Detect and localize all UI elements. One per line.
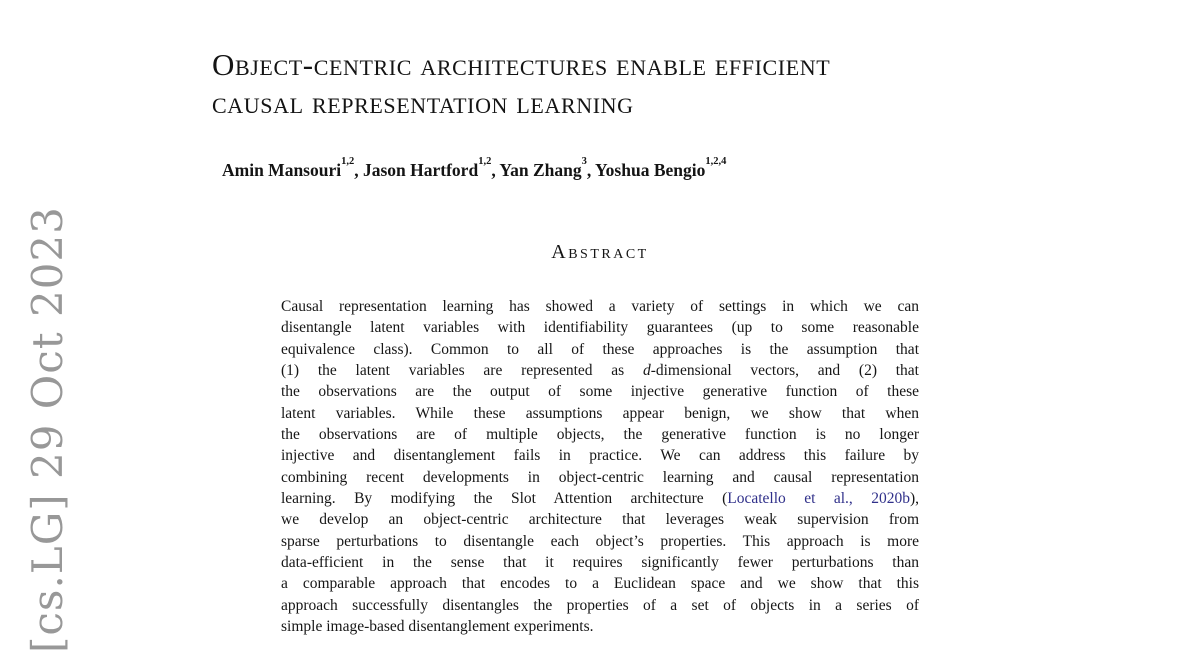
author-name: Yoshua Bengio [594, 160, 706, 180]
abstract-line: injective and disentanglement fails in practice. We can address this failure by [281, 447, 919, 465]
abstract-line: we develop an object-centric architecture that leverages weak supervision from [281, 511, 919, 529]
abstract-body [281, 296, 919, 637]
author-separator: , [354, 160, 359, 180]
abstract-line: the observations are the output of some injective generative function of these [281, 383, 919, 401]
abstract-line: combining recent developments in object-centric learning and causal representation [281, 468, 919, 486]
abstract-line: latent variables. While these assumptions appear benign, we show that when [281, 404, 919, 422]
author-affiliation-marks: 1,2,4 [705, 156, 727, 168]
author-affiliation-marks: 3 [581, 156, 587, 168]
paper-title [212, 46, 830, 122]
abstract-line: equivalence class). Common to all of these approaches is the assumption that [281, 340, 919, 358]
author-separator: , [491, 160, 496, 180]
abstract-line: Causal representation learning has showed a variety of settings in which we can [281, 298, 919, 315]
author-separator: , [586, 160, 592, 180]
abstract-line [281, 488, 919, 509]
paper-title-line-1: Object-centric architectures enable efficient [212, 47, 831, 82]
abstract-line: a comparable approach that encodes to a Euclidean space and we show that this [281, 575, 919, 593]
abstract-line: approach successfully disentangles the properties of a set of objects in a series of [281, 596, 919, 614]
author-affiliation-marks: 1,2 [341, 156, 355, 168]
abstract-line-segment: learning. By modifying the Slot Attention architecture ( [281, 489, 728, 507]
abstract-line: simple image-based disentanglement experiments. [281, 617, 594, 635]
authors-line [222, 156, 727, 181]
abstract-line: disentangle latent variables with identifiability guarantees (up to some reasonable [281, 319, 919, 337]
math-variable-d: d [642, 361, 651, 379]
arxiv-stamp: [cs.LG] 29 Oct 2023 [23, 206, 72, 653]
author-affiliation-marks: 1,2 [478, 156, 492, 168]
abstract-line: the observations are of multiple objects, the generative function is no longer [281, 425, 919, 443]
abstract-line-segment: (1) the latent variables are represented as [281, 361, 643, 379]
abstract-line: sparse perturbations to disentangle each object’s properties. This approach is more [281, 532, 919, 550]
abstract-line-segment: -dimensional vectors, and (2) that [650, 361, 919, 379]
abstract-heading: Abstract [551, 241, 649, 263]
abstract-line-segment: ), [909, 489, 919, 507]
author-name: Yan Zhang [499, 160, 582, 180]
abstract-line: data-efficient in the sense that it requires significantly fewer perturbations than [281, 553, 919, 571]
citation-link-locatello-2020b[interactable]: Locatello et al., 2020b [727, 489, 910, 507]
author-name: Jason Hartford [362, 160, 479, 180]
abstract-line [281, 360, 919, 381]
paper-title-line-2: causal representation learning [212, 85, 634, 120]
author-name: Amin Mansouri [222, 160, 342, 180]
